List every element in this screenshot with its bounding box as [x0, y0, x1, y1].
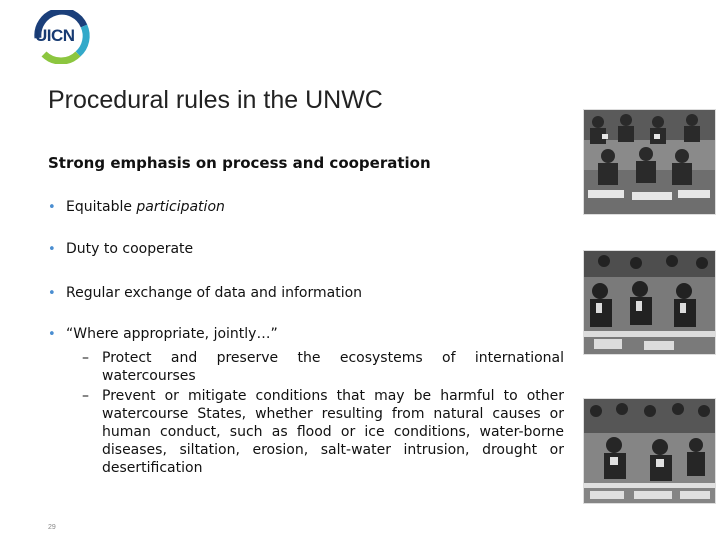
bullet-icon: • — [48, 200, 56, 215]
sub-bullet-item — [82, 387, 564, 477]
slide-title: Procedural rules in the UNWC — [48, 86, 383, 114]
bullet-text: Regular exchange of data and information — [66, 285, 363, 301]
uicn-logo — [30, 10, 90, 62]
bullet-text: Duty to cooperate — [66, 241, 194, 257]
bullet-text-italic: participation — [136, 199, 225, 215]
assembly-photo-2 — [583, 250, 716, 355]
bullet-item — [48, 326, 278, 342]
assembly-photo-3 — [583, 398, 716, 504]
sub-bullet-text: Prevent or mitigate conditions that may be harmful to other watercourse States, whether resulting from natural causes or human conduct, such as flood or ice conditions, water-borne diseases, siltation, erosion, salt-water intrusion, drought or desertification — [102, 388, 564, 476]
page-number: 29 — [48, 524, 56, 531]
bullet-icon: • — [48, 286, 56, 301]
bullet-item — [48, 241, 193, 257]
assembly-photo-1 — [583, 109, 716, 215]
bullet-item — [48, 199, 225, 215]
sub-bullet-item — [82, 349, 564, 385]
bullet-text: Equitable — [66, 199, 137, 215]
sub-bullet-text: Protect and preserve the ecosystems of international watercourses — [102, 350, 564, 384]
dash-icon: – — [82, 350, 89, 366]
dash-icon: – — [82, 388, 89, 404]
bullet-icon: • — [48, 327, 56, 342]
logo-text: UICN — [35, 26, 75, 45]
bullet-item — [48, 285, 362, 301]
slide-subtitle: Strong emphasis on process and cooperation — [48, 154, 431, 172]
bullet-icon: • — [48, 242, 56, 257]
bullet-text: “Where appropriate, jointly…” — [66, 326, 278, 342]
